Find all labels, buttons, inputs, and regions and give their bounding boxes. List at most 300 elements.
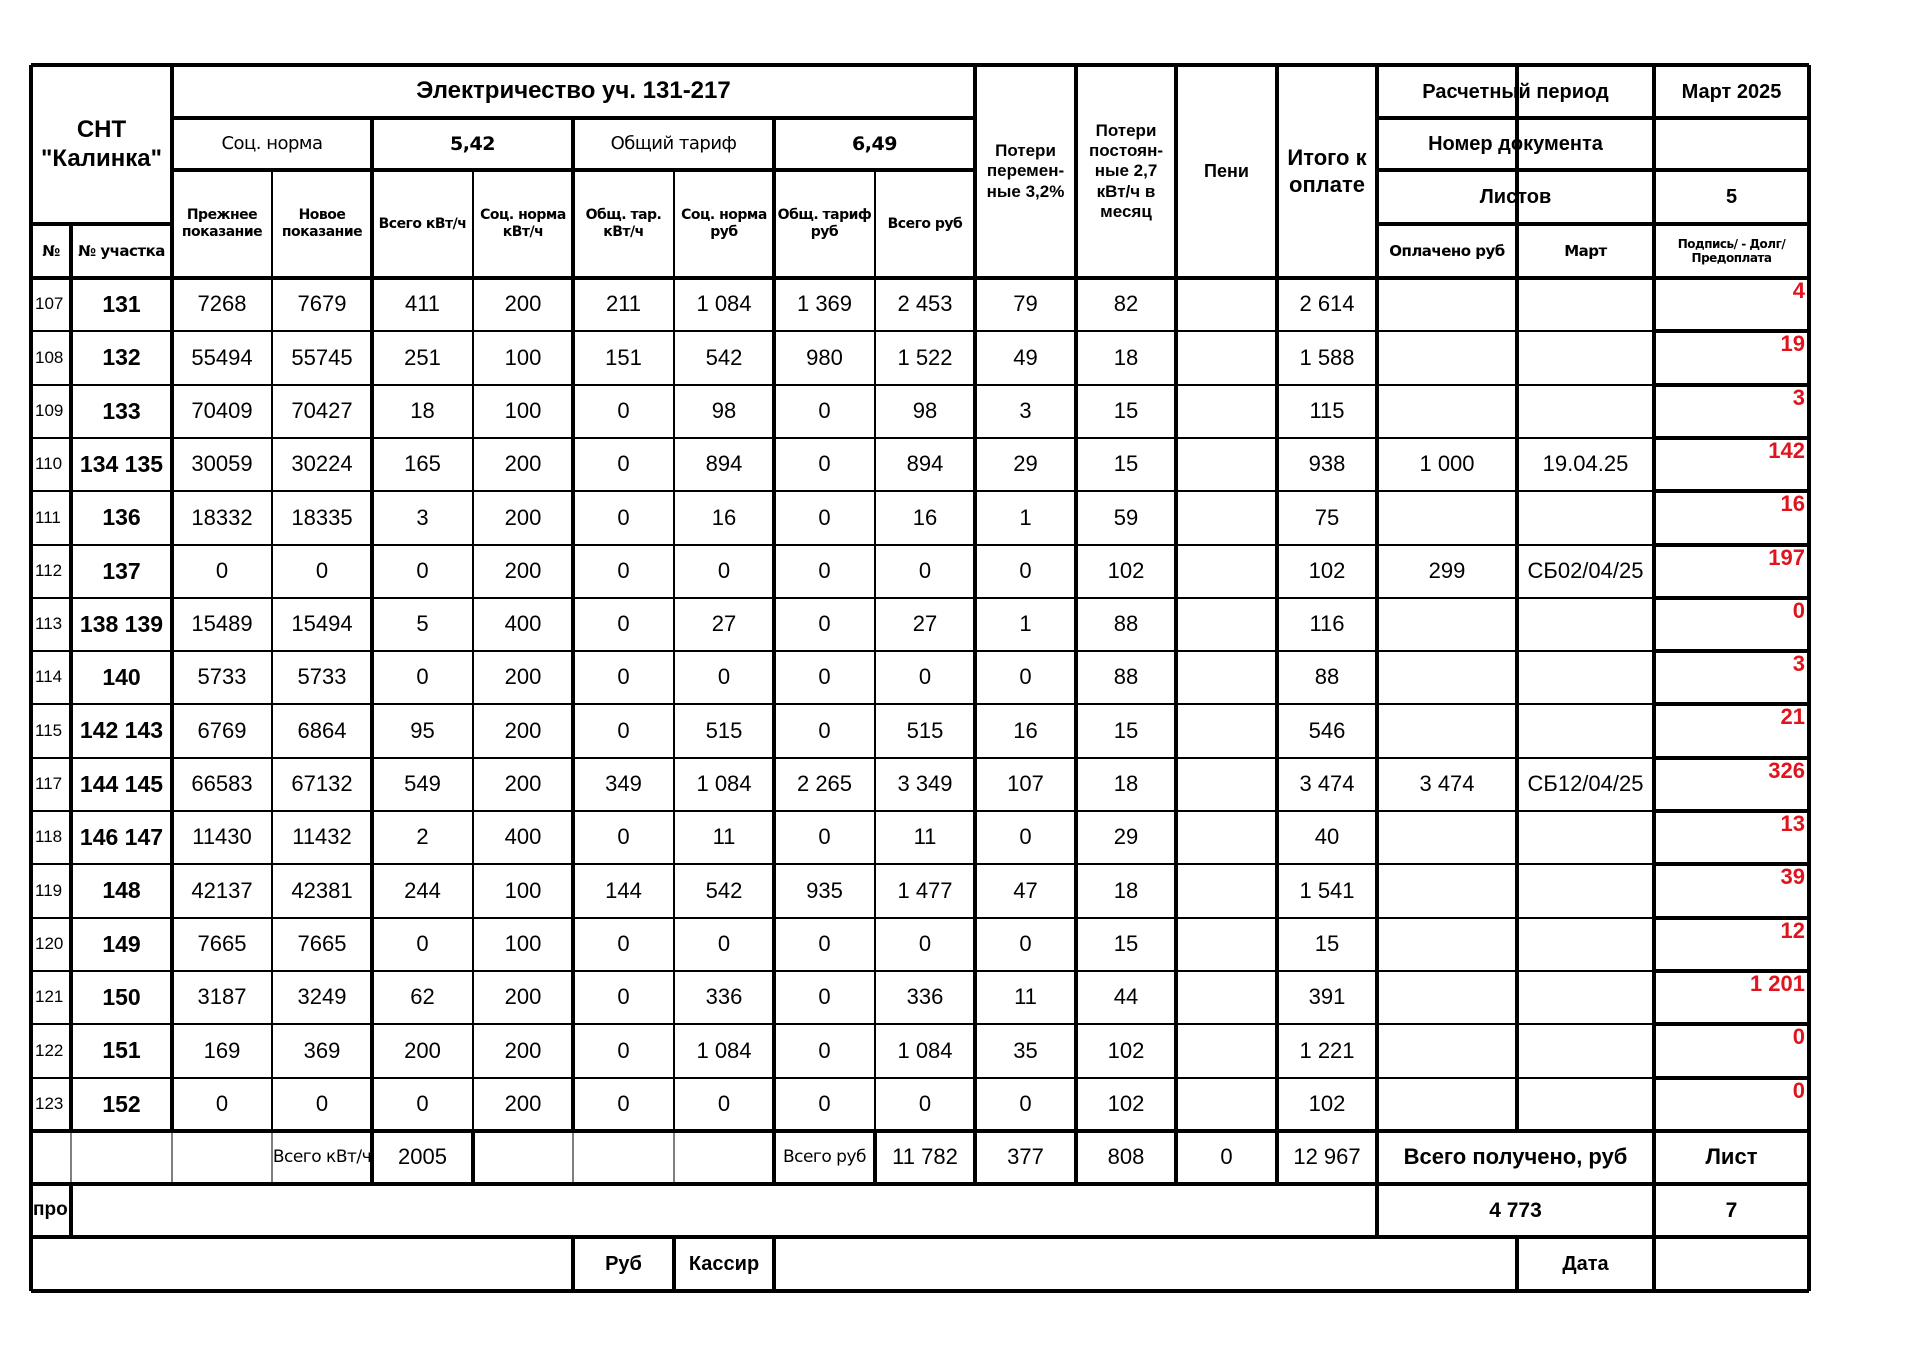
cell-penalty — [1176, 598, 1277, 651]
cell-due: 391 — [1308, 984, 1346, 1010]
cell-month[interactable] — [1517, 704, 1654, 758]
totals-rub: 11 782 — [892, 1144, 958, 1170]
cell-soc-rub: 515 — [705, 717, 743, 743]
cell-kwh: 549 — [404, 771, 441, 797]
cell-paid[interactable]: 3 474 — [1419, 771, 1475, 797]
cell-soc-kwh: 400 — [504, 824, 542, 850]
truncated-label: про — [33, 1199, 68, 1221]
cell-month[interactable] — [1517, 598, 1654, 651]
cell-prev: 0 — [215, 1091, 229, 1117]
cell-paid[interactable] — [1377, 598, 1517, 651]
cell-due: 1 588 — [1299, 344, 1355, 370]
cell-gen-kwh: 0 — [617, 1037, 630, 1063]
cell-kwh: 0 — [416, 931, 429, 957]
cell-total-rub: 1 522 — [897, 344, 953, 370]
cell-loss-var: 49 — [1013, 344, 1038, 370]
cell-loss-const: 102 — [1107, 558, 1145, 584]
cell-paid[interactable] — [1377, 1024, 1517, 1078]
cell-balance[interactable]: 0 — [1792, 1024, 1805, 1049]
cell-loss-var: 0 — [1019, 664, 1032, 690]
cell-due: 88 — [1314, 664, 1340, 690]
cell-total-rub: 336 — [906, 984, 944, 1010]
cell-loss-var: 0 — [1019, 931, 1032, 957]
cell-month[interactable] — [1517, 918, 1654, 971]
cell-due: 938 — [1308, 451, 1346, 477]
received-label: Всего получено, руб — [1403, 1144, 1628, 1170]
cell-balance[interactable]: 39 — [1780, 864, 1805, 889]
totals-due: 12 967 — [1293, 1144, 1361, 1170]
cell-loss-var: 3 — [1019, 398, 1032, 424]
cell-balance[interactable]: 0 — [1792, 1078, 1805, 1103]
cell-paid[interactable] — [1377, 278, 1517, 331]
col-header-month: Март — [1564, 242, 1607, 260]
cell-kwh: 95 — [410, 717, 435, 743]
cell-month[interactable]: СБ02/04/25 — [1527, 558, 1644, 584]
cell-gen-rub: 0 — [818, 824, 831, 850]
cell-month[interactable] — [1517, 864, 1654, 918]
cell-loss-const: 15 — [1113, 451, 1139, 477]
cell-soc-rub: 0 — [717, 1091, 731, 1117]
soc-norm-label: Соц. норма — [221, 133, 323, 155]
cell-gen-rub: 980 — [806, 344, 843, 370]
col-header-soc-rub: Соц. норма руб — [681, 207, 767, 240]
cell-gen-rub: 0 — [818, 611, 831, 637]
cell-no: 117 — [35, 774, 63, 794]
cell-balance[interactable]: 21 — [1780, 704, 1805, 729]
cell-gen-rub: 0 — [818, 451, 831, 477]
cell-total-rub: 1 084 — [897, 1037, 953, 1063]
cell-prev: 5733 — [197, 664, 247, 690]
cell-loss-const: 29 — [1113, 824, 1139, 850]
cell-soc-kwh: 200 — [504, 558, 542, 584]
cell-new: 5733 — [297, 664, 347, 690]
cell-soc-rub: 542 — [705, 344, 743, 370]
cell-balance[interactable]: 1 201 — [1749, 971, 1805, 996]
cell-loss-const: 88 — [1113, 611, 1139, 637]
cell-soc-kwh: 200 — [504, 504, 542, 530]
cell-total-rub: 11 — [913, 824, 937, 850]
cell-balance[interactable]: 4 — [1792, 278, 1805, 303]
cell-new: 15494 — [291, 611, 353, 637]
cell-new: 0 — [315, 1091, 329, 1117]
cell-no: 120 — [35, 934, 64, 954]
cell-total-rub: 0 — [918, 931, 932, 957]
cell-plot: 150 — [102, 983, 141, 1010]
cell-paid[interactable] — [1377, 491, 1517, 545]
cell-loss-const: 15 — [1113, 398, 1139, 424]
cell-soc-kwh: 400 — [504, 611, 542, 637]
cell-prev: 15489 — [191, 611, 253, 637]
cell-loss-var: 1 — [1019, 504, 1032, 530]
cell-plot: 151 — [102, 1037, 141, 1064]
cell-kwh: 18 — [410, 398, 435, 424]
cell-gen-kwh: 0 — [617, 611, 630, 637]
cell-loss-const: 102 — [1107, 1037, 1145, 1063]
cell-paid[interactable] — [1377, 385, 1517, 438]
cell-prev: 70409 — [191, 398, 253, 424]
cell-gen-rub: 0 — [818, 504, 831, 530]
cell-month[interactable] — [1517, 971, 1654, 1024]
org-name: СНТ "Калинка" — [41, 115, 162, 172]
cell-no: 118 — [35, 827, 63, 847]
cell-soc-kwh: 100 — [504, 344, 542, 370]
col-header-paid: Оплачено руб — [1389, 242, 1505, 260]
footer-blank[interactable] — [31, 1237, 573, 1291]
cell-loss-const: 18 — [1113, 877, 1139, 903]
cell-gen-rub: 0 — [818, 931, 831, 957]
cell-gen-kwh: 0 — [617, 1091, 630, 1117]
col-header-total-due: Итого к оплате — [1287, 145, 1367, 197]
cell-penalty — [1176, 918, 1277, 971]
cell-gen-kwh: 0 — [617, 558, 630, 584]
cell-prev: 7665 — [197, 931, 247, 957]
cell-loss-var: 47 — [1013, 877, 1038, 903]
cell-balance[interactable]: 3 — [1792, 385, 1805, 410]
cell-loss-var: 1 — [1019, 611, 1032, 637]
col-header-loss-const: Потери постоян-ные 2,7 кВт/ч в месяц — [1089, 120, 1163, 222]
received-value: 4 773 — [1489, 1198, 1542, 1222]
cell-total-rub: 0 — [918, 664, 932, 690]
cell-no: 112 — [35, 561, 63, 581]
cell-month[interactable] — [1517, 385, 1654, 438]
cell-plot: 149 — [102, 930, 141, 957]
cell-paid[interactable] — [1377, 918, 1517, 971]
cell-loss-const: 88 — [1113, 664, 1139, 690]
cell-month[interactable] — [1517, 278, 1654, 331]
cell-new: 67132 — [291, 771, 353, 797]
cell-month[interactable]: СБ12/04/25 — [1527, 771, 1644, 797]
col-header-sign: Подпись/ - Долг/Предоплата — [1677, 236, 1786, 265]
cell-prev: 30059 — [191, 451, 253, 477]
col-header-total-kwh: Всего кВт/ч — [378, 215, 467, 232]
cell-new: 7665 — [297, 931, 347, 957]
cell-kwh: 0 — [416, 664, 429, 690]
cell-penalty — [1176, 651, 1277, 704]
cell-penalty — [1176, 1024, 1277, 1078]
cell-no: 119 — [35, 880, 63, 900]
cell-balance[interactable]: 326 — [1768, 758, 1805, 783]
cell-loss-const: 15 — [1113, 931, 1139, 957]
cell-plot: 133 — [102, 397, 141, 424]
cell-gen-kwh: 0 — [617, 504, 630, 530]
col-header-new: Новое показание — [281, 207, 363, 240]
cell-gen-kwh: 0 — [617, 984, 630, 1010]
cell-penalty — [1176, 438, 1277, 491]
cell-total-rub: 16 — [912, 504, 938, 530]
cell-total-rub: 894 — [906, 451, 944, 477]
cell-due: 15 — [1314, 931, 1340, 957]
cell-kwh: 165 — [404, 451, 441, 477]
col-header-gen-rub: Общ. тариф руб — [777, 207, 872, 240]
cell-no: 109 — [35, 401, 64, 421]
cell-penalty — [1176, 811, 1277, 864]
cell-kwh: 0 — [416, 558, 429, 584]
doc-number-label: Номер документа — [1428, 133, 1603, 155]
cell-soc-rub: 16 — [711, 504, 737, 530]
cell-no: 107 — [35, 294, 64, 314]
cell-plot: 140 — [102, 663, 141, 690]
cell-loss-var: 35 — [1013, 1037, 1038, 1063]
cell-gen-kwh: 0 — [617, 824, 630, 850]
cell-kwh: 200 — [404, 1037, 441, 1063]
cell-paid[interactable] — [1377, 811, 1517, 864]
cell-loss-var: 16 — [1013, 717, 1038, 743]
cell-total-rub: 2 453 — [897, 291, 953, 317]
cell-plot: 152 — [102, 1090, 141, 1117]
cell-plot: 144 145 — [79, 770, 164, 797]
cell-penalty — [1176, 331, 1277, 385]
cell-new: 42381 — [291, 877, 353, 903]
cell-loss-const: 18 — [1113, 771, 1139, 797]
cell-kwh: 244 — [404, 877, 441, 903]
cell-balance[interactable]: 12 — [1780, 918, 1805, 943]
col-header-total-rub: Всего руб — [887, 215, 963, 232]
totals-loss-var: 377 — [1007, 1144, 1044, 1170]
footer-cashier-label: Кассир — [688, 1253, 760, 1275]
cell-gen-rub: 1 369 — [796, 291, 853, 317]
col-header-gen-kwh: Общ. тар. кВт/ч — [585, 207, 662, 240]
cashier-signature-field[interactable] — [774, 1237, 1517, 1291]
cell-soc-kwh: 100 — [504, 398, 542, 424]
cell-penalty — [1176, 545, 1277, 598]
cell-prev: 0 — [215, 558, 229, 584]
cell-balance[interactable]: 13 — [1780, 811, 1805, 836]
cell-kwh: 62 — [410, 984, 435, 1010]
cell-loss-const: 15 — [1113, 717, 1139, 743]
cell-plot: 142 143 — [79, 717, 164, 744]
cell-paid[interactable] — [1377, 971, 1517, 1024]
cell-total-rub: 27 — [912, 611, 938, 637]
cell-penalty — [1176, 758, 1277, 811]
cell-gen-rub: 0 — [818, 398, 831, 424]
cell-soc-rub: 336 — [705, 984, 743, 1010]
totals-kwh: 2005 — [398, 1144, 447, 1170]
cell-month[interactable] — [1517, 331, 1654, 385]
cell-gen-kwh: 211 — [605, 291, 642, 317]
sheet-number: 7 — [1725, 1198, 1738, 1222]
cell-soc-kwh: 200 — [504, 291, 542, 317]
cell-loss-var: 79 — [1013, 291, 1038, 317]
cell-balance[interactable]: 0 — [1792, 598, 1805, 623]
soc-norm-rate: 5,42 — [450, 132, 495, 155]
cell-soc-kwh: 200 — [504, 717, 542, 743]
cell-penalty — [1176, 864, 1277, 918]
cell-month[interactable] — [1517, 651, 1654, 704]
cell-no: 115 — [35, 720, 63, 740]
cell-loss-var: 11 — [1014, 984, 1037, 1010]
cell-soc-rub: 27 — [711, 611, 737, 637]
cell-soc-kwh: 200 — [504, 771, 542, 797]
cell-gen-rub: 0 — [818, 1037, 831, 1063]
cell-soc-kwh: 100 — [504, 877, 542, 903]
cell-total-rub: 1 477 — [897, 877, 953, 903]
cell-prev: 18332 — [191, 504, 253, 530]
cell-plot: 148 — [102, 877, 141, 904]
cell-gen-kwh: 0 — [617, 717, 630, 743]
sheets-label: Листов — [1479, 186, 1552, 208]
cell-soc-kwh: 200 — [504, 984, 542, 1010]
period-label: Расчетный период — [1422, 80, 1609, 103]
cell-soc-kwh: 200 — [504, 1037, 542, 1063]
cell-gen-rub: 2 265 — [796, 771, 853, 797]
cell-new: 70427 — [291, 398, 353, 424]
cell-prev: 66583 — [191, 771, 253, 797]
cell-soc-rub: 0 — [717, 931, 731, 957]
cell-no: 113 — [35, 614, 63, 634]
cell-balance[interactable]: 19 — [1780, 331, 1805, 356]
cell-due: 546 — [1308, 717, 1346, 743]
cell-soc-rub: 542 — [705, 877, 743, 903]
cell-balance[interactable]: 3 — [1792, 651, 1805, 676]
cell-gen-rub: 0 — [818, 984, 831, 1010]
cell-due: 1 541 — [1299, 877, 1355, 903]
cell-new: 55745 — [291, 344, 353, 370]
cell-due: 102 — [1308, 1091, 1346, 1117]
cell-loss-var: 29 — [1013, 451, 1038, 477]
cell-penalty — [1176, 491, 1277, 545]
footer-date-label: Дата — [1562, 1253, 1609, 1275]
col-header-soc-kwh: Соц. норма кВт/ч — [480, 207, 566, 240]
col-header-prev: Прежнее показание — [181, 207, 263, 240]
cell-kwh: 2 — [416, 824, 429, 850]
cell-total-rub: 515 — [906, 717, 944, 743]
cell-plot: 146 147 — [79, 823, 164, 850]
cell-paid[interactable] — [1377, 331, 1517, 385]
cell-loss-const: 18 — [1113, 344, 1139, 370]
cell-new: 11432 — [292, 824, 352, 850]
footer-rub-label: Руб — [605, 1253, 642, 1275]
cell-month[interactable] — [1517, 491, 1654, 545]
cell-new: 30224 — [291, 451, 353, 477]
cell-new: 7679 — [297, 291, 347, 317]
cell-paid[interactable] — [1377, 864, 1517, 918]
cell-soc-kwh: 200 — [504, 664, 542, 690]
cell-prev: 169 — [203, 1037, 241, 1063]
cell-due: 40 — [1314, 824, 1340, 850]
cell-paid[interactable] — [1377, 704, 1517, 758]
cell-kwh: 3 — [416, 504, 429, 530]
cell-plot: 131 — [102, 290, 141, 317]
cell-loss-var: 0 — [1019, 1091, 1032, 1117]
cell-gen-kwh: 151 — [605, 344, 642, 370]
cell-soc-kwh: 100 — [504, 931, 542, 957]
general-tariff-rate: 6,49 — [852, 132, 897, 155]
cell-gen-kwh: 0 — [617, 931, 630, 957]
cell-soc-rub: 894 — [705, 451, 743, 477]
cell-loss-var: 0 — [1019, 558, 1032, 584]
cell-gen-kwh: 144 — [605, 877, 642, 903]
cell-loss-const: 82 — [1113, 291, 1139, 317]
cell-no: 121 — [35, 987, 64, 1007]
date-field[interactable] — [1654, 1237, 1809, 1291]
cell-no: 110 — [35, 454, 63, 474]
cell-kwh: 5 — [416, 611, 429, 637]
cell-due: 102 — [1308, 558, 1346, 584]
cell-prev: 3187 — [197, 984, 247, 1010]
cell-paid[interactable]: 299 — [1428, 558, 1466, 584]
cell-loss-const: 59 — [1113, 504, 1139, 530]
cell-new: 6864 — [297, 717, 347, 743]
cell-balance[interactable]: 142 — [1768, 438, 1805, 463]
totals-kwh-label: Всего кВт/ч — [272, 1147, 372, 1168]
cell-no: 108 — [35, 347, 64, 367]
cell-plot: 134 135 — [79, 450, 164, 477]
cell-plot: 132 — [102, 344, 141, 371]
cell-gen-rub: 0 — [818, 558, 831, 584]
col-header-loss-var: Потери перемен-ные 3,2% — [986, 140, 1065, 201]
cell-month[interactable] — [1517, 1024, 1654, 1078]
cell-plot: 136 — [102, 504, 141, 531]
cell-paid[interactable]: 1 000 — [1419, 451, 1475, 477]
cell-gen-rub: 935 — [806, 877, 843, 903]
cell-prev: 42137 — [191, 877, 253, 903]
cell-penalty — [1176, 971, 1277, 1024]
cell-due: 1 221 — [1299, 1037, 1355, 1063]
cell-paid[interactable] — [1377, 1078, 1517, 1131]
cell-soc-rub: 1 084 — [696, 291, 752, 317]
cell-month[interactable]: 19.04.25 — [1542, 451, 1629, 477]
totals-rub-label: Всего руб — [782, 1147, 867, 1168]
doc-number-value[interactable] — [1654, 118, 1809, 170]
cell-gen-kwh: 0 — [617, 451, 630, 477]
cell-new: 369 — [303, 1037, 341, 1063]
sheet-label: Лист — [1705, 1144, 1758, 1170]
cell-due: 3 474 — [1299, 771, 1355, 797]
cell-no: 123 — [35, 1094, 64, 1114]
cell-penalty — [1176, 1078, 1277, 1131]
cell-month[interactable] — [1517, 811, 1654, 864]
cell-no: 122 — [35, 1040, 64, 1060]
cell-new: 3249 — [297, 984, 347, 1010]
cell-loss-var: 0 — [1019, 824, 1032, 850]
cell-loss-const: 102 — [1107, 1091, 1145, 1117]
col-header-plot: № участка — [78, 242, 165, 260]
cell-soc-rub: 11 — [712, 824, 736, 850]
cell-total-rub: 0 — [918, 1091, 932, 1117]
cell-prev: 55494 — [191, 344, 253, 370]
cell-gen-kwh: 0 — [617, 398, 630, 424]
sheets-value: 5 — [1725, 186, 1738, 208]
cell-gen-rub: 0 — [818, 717, 831, 743]
cell-loss-const: 44 — [1113, 984, 1139, 1010]
cell-balance[interactable]: 197 — [1768, 545, 1805, 570]
col-header-penalty: Пени — [1204, 160, 1249, 181]
cell-prev: 6769 — [197, 717, 247, 743]
cell-penalty — [1176, 278, 1277, 331]
cell-soc-kwh: 200 — [504, 1091, 542, 1117]
cell-gen-kwh: 349 — [605, 771, 642, 797]
cell-kwh: 411 — [404, 291, 441, 317]
cell-balance[interactable]: 16 — [1780, 491, 1805, 516]
general-tariff-label: Общий тариф — [610, 133, 737, 155]
cell-due: 75 — [1314, 504, 1340, 530]
cell-month[interactable] — [1517, 1078, 1654, 1131]
cell-kwh: 251 — [404, 344, 441, 370]
col-header-no: № — [42, 242, 60, 260]
period-value: Март 2025 — [1681, 80, 1782, 103]
cell-due: 115 — [1309, 398, 1345, 424]
cell-new: 0 — [315, 558, 329, 584]
totals-penalty: 0 — [1220, 1144, 1233, 1170]
totals-loss-const: 808 — [1107, 1144, 1145, 1170]
sheet-title: Электричество уч. 131-217 — [416, 77, 731, 105]
cell-soc-kwh: 200 — [504, 451, 542, 477]
cell-gen-rub: 0 — [818, 664, 831, 690]
cell-paid[interactable] — [1377, 651, 1517, 704]
cell-total-rub: 0 — [918, 558, 932, 584]
cell-total-rub: 3 349 — [897, 771, 953, 797]
cell-soc-rub: 98 — [711, 398, 737, 424]
